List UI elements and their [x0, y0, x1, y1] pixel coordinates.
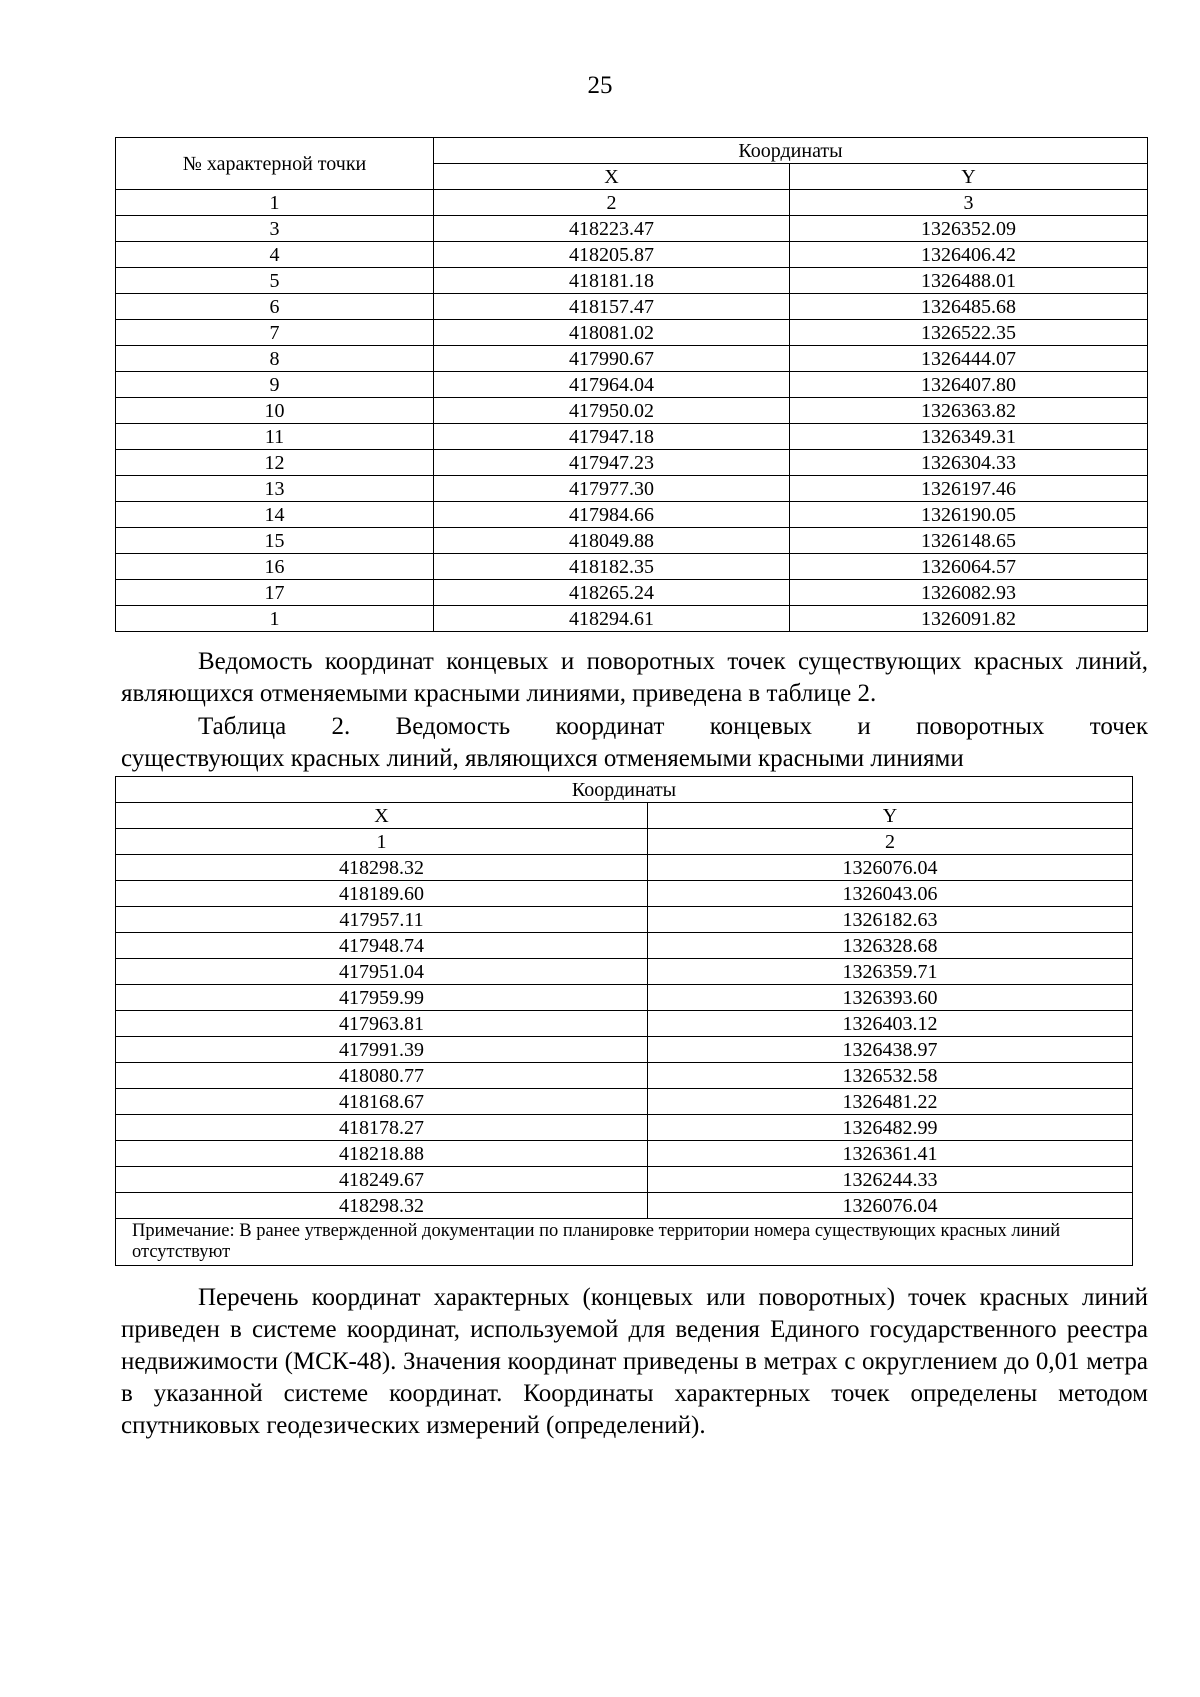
header-coordinates: Координаты [434, 138, 1148, 164]
table-row [116, 1037, 1133, 1063]
table-cell: 8 [116, 346, 434, 372]
table-cell: 1326485.68 [790, 294, 1148, 320]
coordinates-table-1 [115, 137, 1148, 632]
table-cell: 1326328.68 [648, 933, 1133, 959]
table-row [116, 1115, 1133, 1141]
table-cell: 15 [116, 528, 434, 554]
table-cell: 1326064.57 [790, 554, 1148, 580]
table-cell: 1326076.04 [648, 1193, 1133, 1219]
table-cell: 1326076.04 [648, 855, 1133, 881]
table-cell: 418294.61 [434, 606, 790, 632]
table-cell: 10 [116, 398, 434, 424]
table-cell: 1326148.65 [790, 528, 1148, 554]
table-cell: 1326043.06 [648, 881, 1133, 907]
table-row [116, 554, 1148, 580]
header-y: Y [790, 164, 1148, 190]
header-x: X [434, 164, 790, 190]
table-cell: 1326244.33 [648, 1167, 1133, 1193]
page-number: 25 [587, 72, 613, 99]
table-cell: 1326082.93 [790, 580, 1148, 606]
table-row [116, 985, 1133, 1011]
table-row [116, 1089, 1133, 1115]
table-cell: 1326349.31 [790, 424, 1148, 450]
table-row [116, 606, 1148, 632]
table-cell: 1326406.42 [790, 242, 1148, 268]
table-cell: 417991.39 [116, 1037, 648, 1063]
coordinates-table-2 [115, 776, 1133, 1266]
paragraph-coordinate-system: Перечень координат характерных (концевых или поворотных) точек красных линий приведен в системе координат, используемой для ведения Единого государственного реестра недвижимости (МСК-48). Значения координат приведены в метрах с округлением до 0,01 метра в указанной системе координат. Координаты характерных точек определены методом спутниковых геодезических измерений (определений). [121, 1284, 1148, 1439]
table-cell: 418298.32 [116, 1193, 648, 1219]
column-number: 1 [116, 190, 434, 216]
table-cell: 1326488.01 [790, 268, 1148, 294]
table-cell: 418218.88 [116, 1141, 648, 1167]
table-cell: 418168.67 [116, 1089, 648, 1115]
header-point-number: № характерной точки [116, 138, 434, 190]
table-cell: 418080.77 [116, 1063, 648, 1089]
table-cell: 1326197.46 [790, 476, 1148, 502]
table-cell: 1326363.82 [790, 398, 1148, 424]
table-row [116, 450, 1148, 476]
table-row [116, 528, 1148, 554]
table-cell: 1 [116, 606, 434, 632]
table-row [116, 476, 1148, 502]
table-cell: 417948.74 [116, 933, 648, 959]
table-cell: 4 [116, 242, 434, 268]
table-cell: 13 [116, 476, 434, 502]
table-row [116, 1193, 1133, 1219]
table-cell: 1326444.07 [790, 346, 1148, 372]
header-y: Y [648, 803, 1133, 829]
table-cell: 417977.30 [434, 476, 790, 502]
paragraph-intro-table-2: Ведомость координат концевых и поворотных точек существующих красных линий, являющихся отменяемыми красными линиями, приведена в таблице 2. [121, 648, 1148, 707]
table-cell: 1326190.05 [790, 502, 1148, 528]
table-cell: 1326352.09 [790, 216, 1148, 242]
table-row [116, 881, 1133, 907]
table-cell: 1326522.35 [790, 320, 1148, 346]
table-cell: 1326403.12 [648, 1011, 1133, 1037]
table-row [116, 907, 1133, 933]
column-number: 2 [434, 190, 790, 216]
table-row [116, 216, 1148, 242]
table-row [116, 424, 1148, 450]
table-cell: 417963.81 [116, 1011, 648, 1037]
table-cell: 14 [116, 502, 434, 528]
table-cell: 1326438.97 [648, 1037, 1133, 1063]
table-row [116, 320, 1148, 346]
table-cell: 417957.11 [116, 907, 648, 933]
table-cell: 1326532.58 [648, 1063, 1133, 1089]
table-row [116, 242, 1148, 268]
table-cell: 7 [116, 320, 434, 346]
table-cell: 1326393.60 [648, 985, 1133, 1011]
table-row [116, 1141, 1133, 1167]
table-cell: 418049.88 [434, 528, 790, 554]
table-cell: 417964.04 [434, 372, 790, 398]
table-cell: 16 [116, 554, 434, 580]
table-cell: 1326481.22 [648, 1089, 1133, 1115]
table-cell: 417984.66 [434, 502, 790, 528]
table-row [116, 1063, 1133, 1089]
table-cell: 3 [116, 216, 434, 242]
note-row [116, 1219, 1133, 1266]
table-cell: 1326482.99 [648, 1115, 1133, 1141]
table-cell: 418249.67 [116, 1167, 648, 1193]
table-row [116, 580, 1148, 606]
table-2-caption-line-1: Таблица 2. Ведомость координат концевых и поворотных точек [198, 713, 1148, 740]
table-row [116, 1011, 1133, 1037]
table-cell: 417947.23 [434, 450, 790, 476]
table-cell: 418182.35 [434, 554, 790, 580]
table-cell: 1326182.63 [648, 907, 1133, 933]
table-cell: 418181.18 [434, 268, 790, 294]
table-note: Примечание: В ранее утвержденной документации по планировке территории номера существующих красных линий отсутствуют [116, 1219, 1133, 1266]
table-row [116, 268, 1148, 294]
table-cell: 418223.47 [434, 216, 790, 242]
table-cell: 418298.32 [116, 855, 648, 881]
table-cell: 5 [116, 268, 434, 294]
table-row [116, 372, 1148, 398]
table-cell: 417947.18 [434, 424, 790, 450]
table-cell: 418265.24 [434, 580, 790, 606]
table-cell: 417951.04 [116, 959, 648, 985]
table-cell: 17 [116, 580, 434, 606]
table-cell: 1326361.41 [648, 1141, 1133, 1167]
table-cell: 418081.02 [434, 320, 790, 346]
column-number: 3 [790, 190, 1148, 216]
table-row [116, 502, 1148, 528]
table-cell: 417959.99 [116, 985, 648, 1011]
table-cell: 1326359.71 [648, 959, 1133, 985]
table-cell: 418189.60 [116, 881, 648, 907]
table-cell: 1326091.82 [790, 606, 1148, 632]
header-x: X [116, 803, 648, 829]
table-cell: 1326304.33 [790, 450, 1148, 476]
table-cell: 417990.67 [434, 346, 790, 372]
table-cell: 1326407.80 [790, 372, 1148, 398]
table-row [116, 398, 1148, 424]
table-cell: 9 [116, 372, 434, 398]
table-cell: 417950.02 [434, 398, 790, 424]
table-row [116, 294, 1148, 320]
table-row [116, 1167, 1133, 1193]
table-cell: 418205.87 [434, 242, 790, 268]
table-cell: 418178.27 [116, 1115, 648, 1141]
table-cell: 12 [116, 450, 434, 476]
table-cell: 418157.47 [434, 294, 790, 320]
table-row [116, 933, 1133, 959]
table-row [116, 959, 1133, 985]
table-2-caption-line-2: существующих красных линий, являющихся отменяемыми красными линиями [121, 745, 964, 772]
table-cell: 11 [116, 424, 434, 450]
column-number: 2 [648, 829, 1133, 855]
table-row [116, 855, 1133, 881]
header-coordinates: Координаты [116, 777, 1133, 803]
column-number: 1 [116, 829, 648, 855]
table-cell: 6 [116, 294, 434, 320]
table-row [116, 346, 1148, 372]
